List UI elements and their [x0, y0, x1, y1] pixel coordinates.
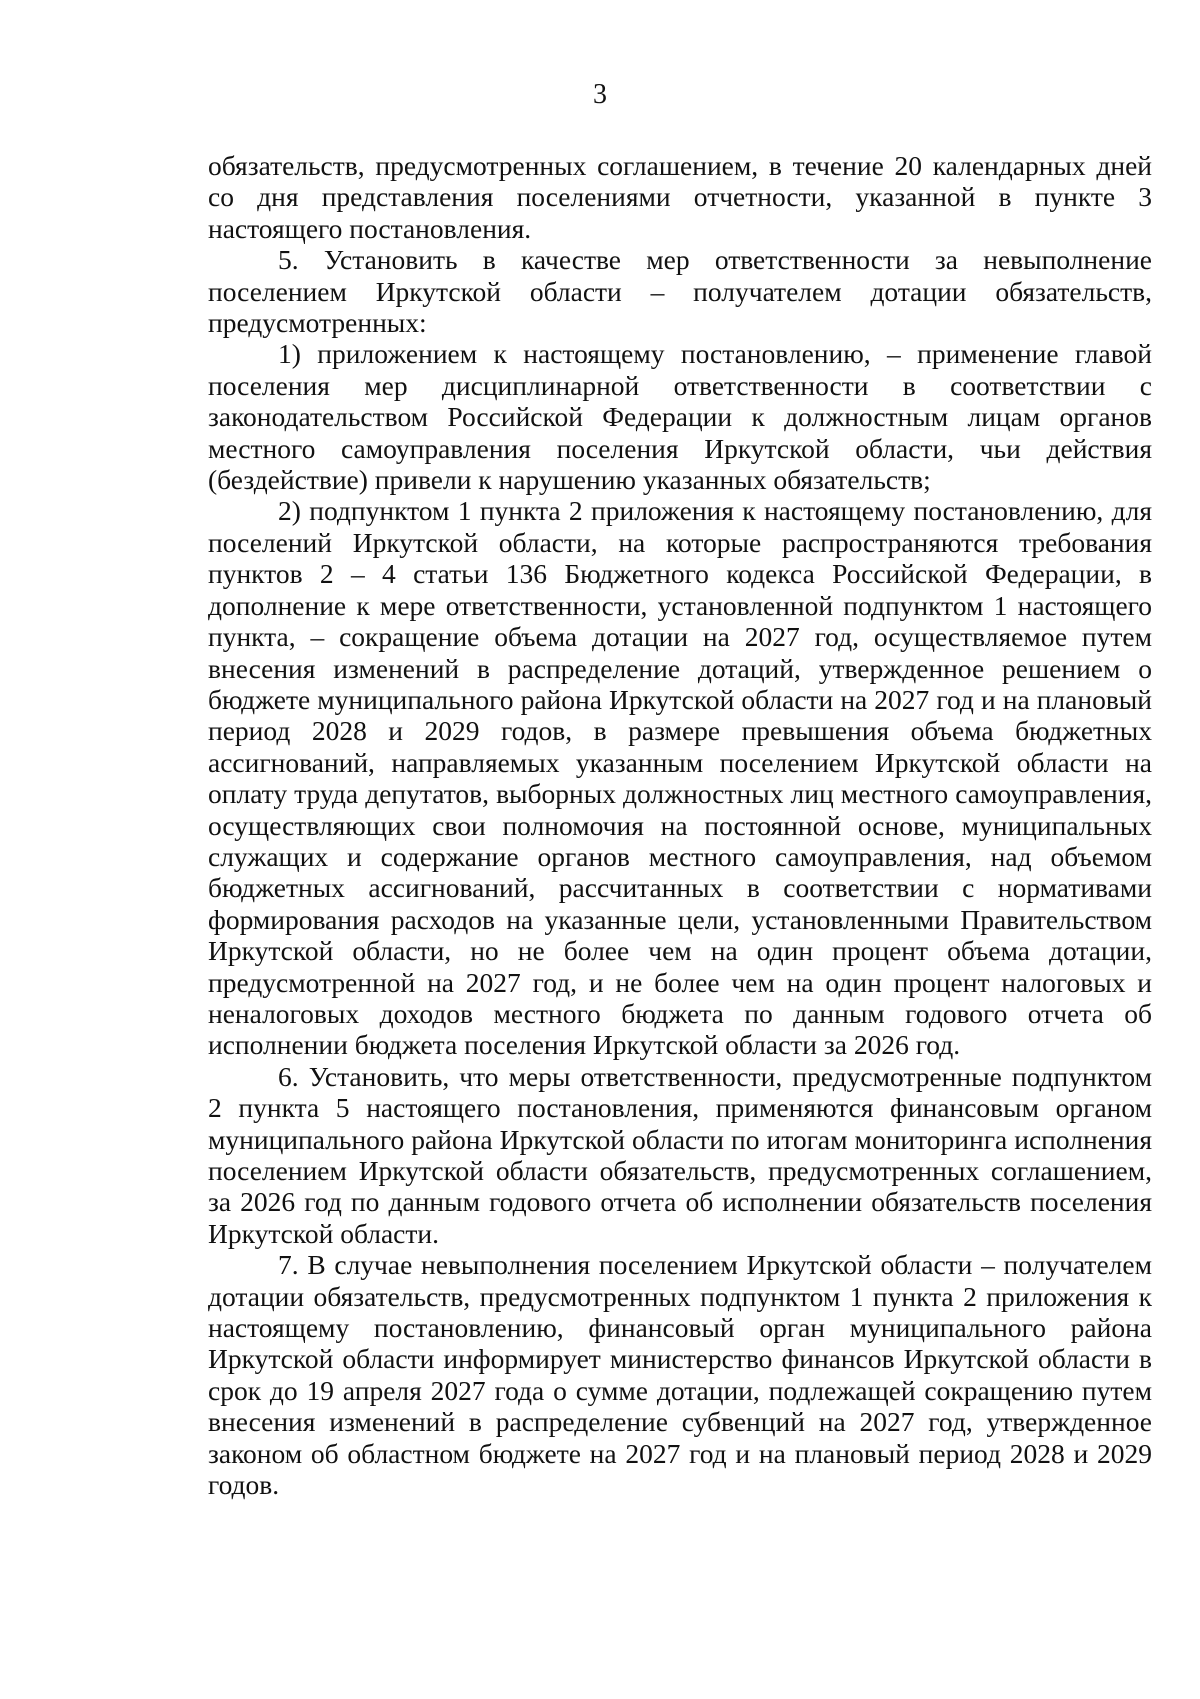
page-number: 3 [593, 79, 607, 110]
paragraph-item-6: 6. Установить, что меры ответственности, предусмотренные подпунктом 2 пункта 5 настоящего постановления, применяются финансовым органом муниципального района Иркутской области по итогам мониторинга исполнения поселением Иркутской области обязательств, предусмотренных соглашением, за 2026 год по данным годового отчета об исполнении обязательств поселения Иркутской области. [208, 1060, 1152, 1249]
paragraph-subitem-5-1: 1) приложением к настоящему постановлению, – применение главой поселения мер дисциплинарной ответственности в соответствии с законодательством Российской Федерации к должностным лицам органов местного самоуправления поселения Иркутской области, чьи действия (бездействие) привели к нарушению указанных обязательств; [208, 338, 1152, 496]
document-body [208, 150, 1152, 1500]
paragraph-item-5: 5. Установить в качестве мер ответственности за невыполнение поселением Иркутской области – получателем дотации обязательств, предусмотренных: [208, 244, 1152, 339]
paragraph-continuation: обязательств, предусмотренных соглашением, в течение 20 календарных дней со дня представления поселениями отчетности, указанной в пункте 3 настоящего постановления. [208, 150, 1152, 244]
paragraph-subitem-5-2: 2) подпунктом 1 пункта 2 приложения к настоящему постановлению, для поселений Иркутской области, на которые распространяются требования пунктов 2 – 4 статьи 136 Бюджетного кодекса Российской Федерации, в дополнение к мере ответственности, установленной подпунктом 1 настоящего пункта, – сокращение объема дотации на 2027 год, осуществляемое путем внесения изменений в распределение дотаций, утвержденное решением о бюджете муниципального района Иркутской области на 2027 год и на плановый период 2028 и 2029 годов, в размере превышения объема бюджетных ассигнований, направляемых указанным поселением Иркутской области на оплату труда депутатов, выборных должностных лиц местного самоуправления, осуществляющих свои полномочия на постоянной основе, муниципальных служащих и содержание органов местного самоуправления, над объемом бюджетных ассигнований, рассчитанных в соответствии с нормативами формирования расходов на указанные цели, установленными Правительством Иркутской области, но не более чем на один процент объема дотации, предусмотренной на 2027 год, и не более чем на один процент налоговых и неналоговых доходов местного бюджета по данным годового отчета об исполнении бюджета поселения Иркутской области за 2026 год. [208, 495, 1152, 1061]
paragraph-item-7: 7. В случае невыполнения поселением Иркутской области – получателем дотации обязательств, предусмотренных подпунктом 1 пункта 2 приложения к настоящему постановлению, финансовый орган муниципального района Иркутской области информирует министерство финансов Иркутской области в срок до 19 апреля 2027 года о сумме дотации, подлежащей сокращению путем внесения изменений в распределение субвенций на 2027 год, утвержденное законом об областном бюджете на 2027 год и на плановый период 2028 и 2029 годов. [208, 1249, 1152, 1501]
